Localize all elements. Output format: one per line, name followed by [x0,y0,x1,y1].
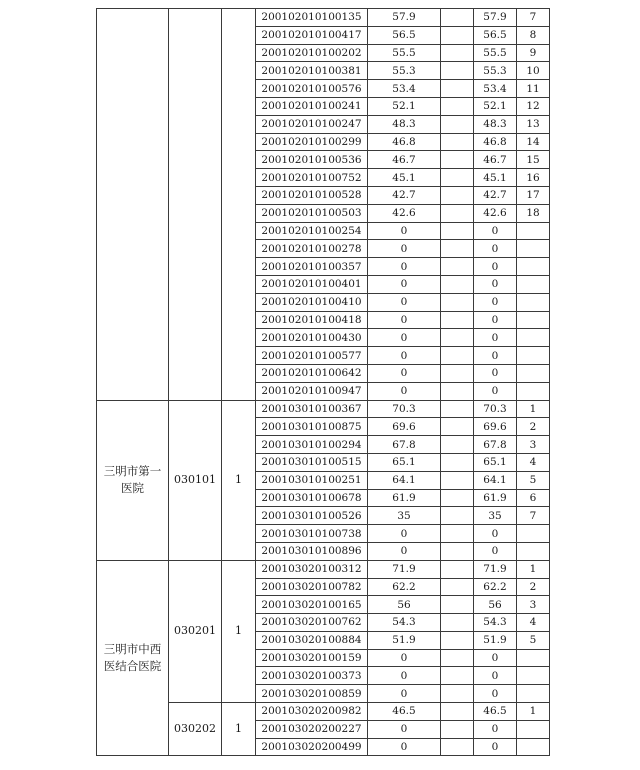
candidate-id-cell: 200103010100678 [256,489,368,507]
written-score-cell: 0 [368,240,441,258]
interview-score-cell [441,614,474,632]
written-score-cell: 0 [368,649,441,667]
candidate-id-cell: 200102010100417 [256,26,368,44]
written-score-cell: 42.6 [368,204,441,222]
candidate-id-cell: 200103020100859 [256,685,368,703]
rank-cell: 5 [517,471,550,489]
total-score-cell: 0 [474,311,517,329]
interview-score-cell [441,471,474,489]
total-score-cell: 56 [474,596,517,614]
written-score-cell: 52.1 [368,97,441,115]
written-score-cell: 0 [368,222,441,240]
rank-cell: 1 [517,400,550,418]
interview-score-cell [441,169,474,187]
position-code-cell [169,9,222,401]
rank-cell: 6 [517,489,550,507]
interview-score-cell [441,133,474,151]
rank-cell: 3 [517,596,550,614]
candidate-id-cell: 200103020200982 [256,703,368,721]
rank-cell [517,667,550,685]
written-score-cell: 56 [368,596,441,614]
rank-cell [517,685,550,703]
interview-score-cell [441,275,474,293]
written-score-cell: 0 [368,293,441,311]
candidate-id-cell: 200102010100528 [256,186,368,204]
interview-score-cell [441,311,474,329]
total-score-cell: 0 [474,329,517,347]
interview-score-cell [441,80,474,98]
total-score-cell: 65.1 [474,453,517,471]
candidate-id-cell: 200103020100762 [256,614,368,632]
candidate-id-cell: 200103020200499 [256,738,368,756]
rank-cell [517,649,550,667]
interview-score-cell [441,258,474,276]
total-score-cell: 0 [474,275,517,293]
written-score-cell: 0 [368,347,441,365]
score-table-body [97,9,550,756]
interview-score-cell [441,703,474,721]
total-score-cell: 71.9 [474,560,517,578]
interview-score-cell [441,293,474,311]
rank-cell: 13 [517,115,550,133]
candidate-id-cell: 200103010100515 [256,453,368,471]
total-score-cell: 53.4 [474,80,517,98]
interview-score-cell [441,151,474,169]
rank-cell [517,275,550,293]
written-score-cell: 0 [368,382,441,400]
total-score-cell: 0 [474,364,517,382]
interview-score-cell [441,631,474,649]
rank-cell: 5 [517,631,550,649]
interview-score-cell [441,44,474,62]
interview-score-cell [441,418,474,436]
rank-cell: 18 [517,204,550,222]
interview-score-cell [441,222,474,240]
written-score-cell: 35 [368,507,441,525]
candidate-id-cell: 200102010100247 [256,115,368,133]
written-score-cell: 0 [368,258,441,276]
interview-score-cell [441,649,474,667]
position-code-cell: 030101 [169,400,222,560]
interview-score-cell [441,97,474,115]
total-score-cell: 0 [474,222,517,240]
candidate-id-cell: 200103020100373 [256,667,368,685]
rank-cell [517,311,550,329]
rank-cell [517,222,550,240]
interview-score-cell [441,240,474,258]
rank-cell: 15 [517,151,550,169]
written-score-cell: 0 [368,311,441,329]
interview-score-cell [441,400,474,418]
total-score-cell: 46.8 [474,133,517,151]
total-score-cell: 57.9 [474,9,517,27]
rank-cell [517,258,550,276]
rank-cell: 1 [517,560,550,578]
rank-cell [517,293,550,311]
written-score-cell: 46.5 [368,703,441,721]
candidate-id-cell: 200102010100642 [256,364,368,382]
total-score-cell: 69.6 [474,418,517,436]
candidate-id-cell: 200102010100947 [256,382,368,400]
total-score-cell: 0 [474,720,517,738]
candidate-id-cell: 200102010100401 [256,275,368,293]
total-score-cell: 0 [474,685,517,703]
rank-cell: 12 [517,97,550,115]
table-row [97,400,550,418]
total-score-cell: 64.1 [474,471,517,489]
total-score-cell: 0 [474,347,517,365]
candidate-id-cell: 200102010100536 [256,151,368,169]
candidate-id-cell: 200103020100312 [256,560,368,578]
interview-score-cell [441,382,474,400]
candidate-id-cell: 200102010100418 [256,311,368,329]
candidate-id-cell: 200103020100782 [256,578,368,596]
total-score-cell: 55.3 [474,62,517,80]
candidate-id-cell: 200103010100896 [256,542,368,560]
written-score-cell: 0 [368,685,441,703]
written-score-cell: 0 [368,329,441,347]
rank-cell [517,542,550,560]
candidate-id-cell: 200103010100875 [256,418,368,436]
candidate-id-cell: 200102010100202 [256,44,368,62]
rank-cell [517,720,550,738]
total-score-cell: 0 [474,258,517,276]
rank-cell: 1 [517,703,550,721]
candidate-id-cell: 200103020100159 [256,649,368,667]
candidate-id-cell: 200102010100430 [256,329,368,347]
total-score-cell: 0 [474,293,517,311]
rank-cell: 8 [517,26,550,44]
interview-score-cell [441,364,474,382]
candidate-id-cell: 200102010100503 [256,204,368,222]
rank-cell: 2 [517,578,550,596]
candidate-id-cell: 200102010100752 [256,169,368,187]
written-score-cell: 46.7 [368,151,441,169]
interview-score-cell [441,436,474,454]
rank-cell: 9 [517,44,550,62]
written-score-cell: 0 [368,275,441,293]
total-score-cell: 51.9 [474,631,517,649]
planned-count-cell: 1 [222,560,256,702]
written-score-cell: 0 [368,720,441,738]
total-score-cell: 0 [474,525,517,543]
rank-cell: 7 [517,9,550,27]
interview-score-cell [441,507,474,525]
total-score-cell: 45.1 [474,169,517,187]
written-score-cell: 55.3 [368,62,441,80]
unit-name-cell: 三明市中西医结合医院 [97,560,169,756]
total-score-cell: 42.7 [474,186,517,204]
written-score-cell: 45.1 [368,169,441,187]
total-score-cell: 0 [474,542,517,560]
interview-score-cell [441,596,474,614]
candidate-id-cell: 200103010100738 [256,525,368,543]
total-score-cell: 52.1 [474,97,517,115]
total-score-cell: 0 [474,649,517,667]
unit-name-cell [97,9,169,401]
candidate-id-cell: 200102010100357 [256,258,368,276]
candidate-id-cell: 200103010100294 [256,436,368,454]
interview-score-cell [441,720,474,738]
written-score-cell: 48.3 [368,115,441,133]
candidate-id-cell: 200102010100278 [256,240,368,258]
total-score-cell: 54.3 [474,614,517,632]
total-score-cell: 55.5 [474,44,517,62]
total-score-cell: 56.5 [474,26,517,44]
candidate-id-cell: 200102010100254 [256,222,368,240]
written-score-cell: 46.8 [368,133,441,151]
total-score-cell: 42.6 [474,204,517,222]
written-score-cell: 71.9 [368,560,441,578]
rank-cell [517,525,550,543]
rank-cell [517,382,550,400]
table-row [97,9,550,27]
candidate-id-cell: 200102010100381 [256,62,368,80]
rank-cell: 10 [517,62,550,80]
candidate-id-cell: 200102010100576 [256,80,368,98]
candidate-id-cell: 200103010100526 [256,507,368,525]
written-score-cell: 62.2 [368,578,441,596]
written-score-cell: 0 [368,525,441,543]
total-score-cell: 70.3 [474,400,517,418]
written-score-cell: 65.1 [368,453,441,471]
interview-score-cell [441,685,474,703]
rank-cell: 14 [517,133,550,151]
candidate-id-cell: 200103020100884 [256,631,368,649]
score-table [96,8,550,756]
written-score-cell: 64.1 [368,471,441,489]
planned-count-cell: 1 [222,703,256,756]
rank-cell: 2 [517,418,550,436]
total-score-cell: 0 [474,240,517,258]
written-score-cell: 0 [368,738,441,756]
total-score-cell: 62.2 [474,578,517,596]
position-code-cell: 030202 [169,703,222,756]
written-score-cell: 54.3 [368,614,441,632]
written-score-cell: 56.5 [368,26,441,44]
interview-score-cell [441,578,474,596]
written-score-cell: 51.9 [368,631,441,649]
candidate-id-cell: 200102010100410 [256,293,368,311]
candidate-id-cell: 200102010100135 [256,9,368,27]
candidate-id-cell: 200103010100367 [256,400,368,418]
written-score-cell: 61.9 [368,489,441,507]
interview-score-cell [441,738,474,756]
interview-score-cell [441,453,474,471]
written-score-cell: 69.6 [368,418,441,436]
unit-name-cell: 三明市第一医院 [97,400,169,560]
rank-cell: 7 [517,507,550,525]
rank-cell: 3 [517,436,550,454]
interview-score-cell [441,347,474,365]
interview-score-cell [441,62,474,80]
total-score-cell: 46.5 [474,703,517,721]
candidate-id-cell: 200102010100299 [256,133,368,151]
written-score-cell: 57.9 [368,9,441,27]
written-score-cell: 0 [368,364,441,382]
total-score-cell: 61.9 [474,489,517,507]
interview-score-cell [441,329,474,347]
written-score-cell: 55.5 [368,44,441,62]
rank-cell [517,329,550,347]
interview-score-cell [441,489,474,507]
written-score-cell: 67.8 [368,436,441,454]
planned-count-cell [222,9,256,401]
total-score-cell: 0 [474,382,517,400]
written-score-cell: 0 [368,667,441,685]
interview-score-cell [441,115,474,133]
planned-count-cell: 1 [222,400,256,560]
candidate-id-cell: 200102010100577 [256,347,368,365]
total-score-cell: 48.3 [474,115,517,133]
rank-cell: 17 [517,186,550,204]
rank-cell: 16 [517,169,550,187]
rank-cell: 11 [517,80,550,98]
interview-score-cell [441,667,474,685]
rank-cell [517,364,550,382]
candidate-id-cell: 200103010100251 [256,471,368,489]
total-score-cell: 0 [474,667,517,685]
rank-cell: 4 [517,453,550,471]
interview-score-cell [441,560,474,578]
candidate-id-cell: 200103020100165 [256,596,368,614]
rank-cell: 4 [517,614,550,632]
total-score-cell: 0 [474,738,517,756]
interview-score-cell [441,525,474,543]
total-score-cell: 46.7 [474,151,517,169]
candidate-id-cell: 200102010100241 [256,97,368,115]
total-score-cell: 35 [474,507,517,525]
interview-score-cell [441,542,474,560]
written-score-cell: 70.3 [368,400,441,418]
rank-cell [517,347,550,365]
total-score-cell: 67.8 [474,436,517,454]
candidate-id-cell: 200103020200227 [256,720,368,738]
interview-score-cell [441,9,474,27]
interview-score-cell [441,186,474,204]
rank-cell [517,738,550,756]
interview-score-cell [441,26,474,44]
written-score-cell: 42.7 [368,186,441,204]
written-score-cell: 53.4 [368,80,441,98]
interview-score-cell [441,204,474,222]
table-row [97,560,550,578]
position-code-cell: 030201 [169,560,222,702]
rank-cell [517,240,550,258]
written-score-cell: 0 [368,542,441,560]
